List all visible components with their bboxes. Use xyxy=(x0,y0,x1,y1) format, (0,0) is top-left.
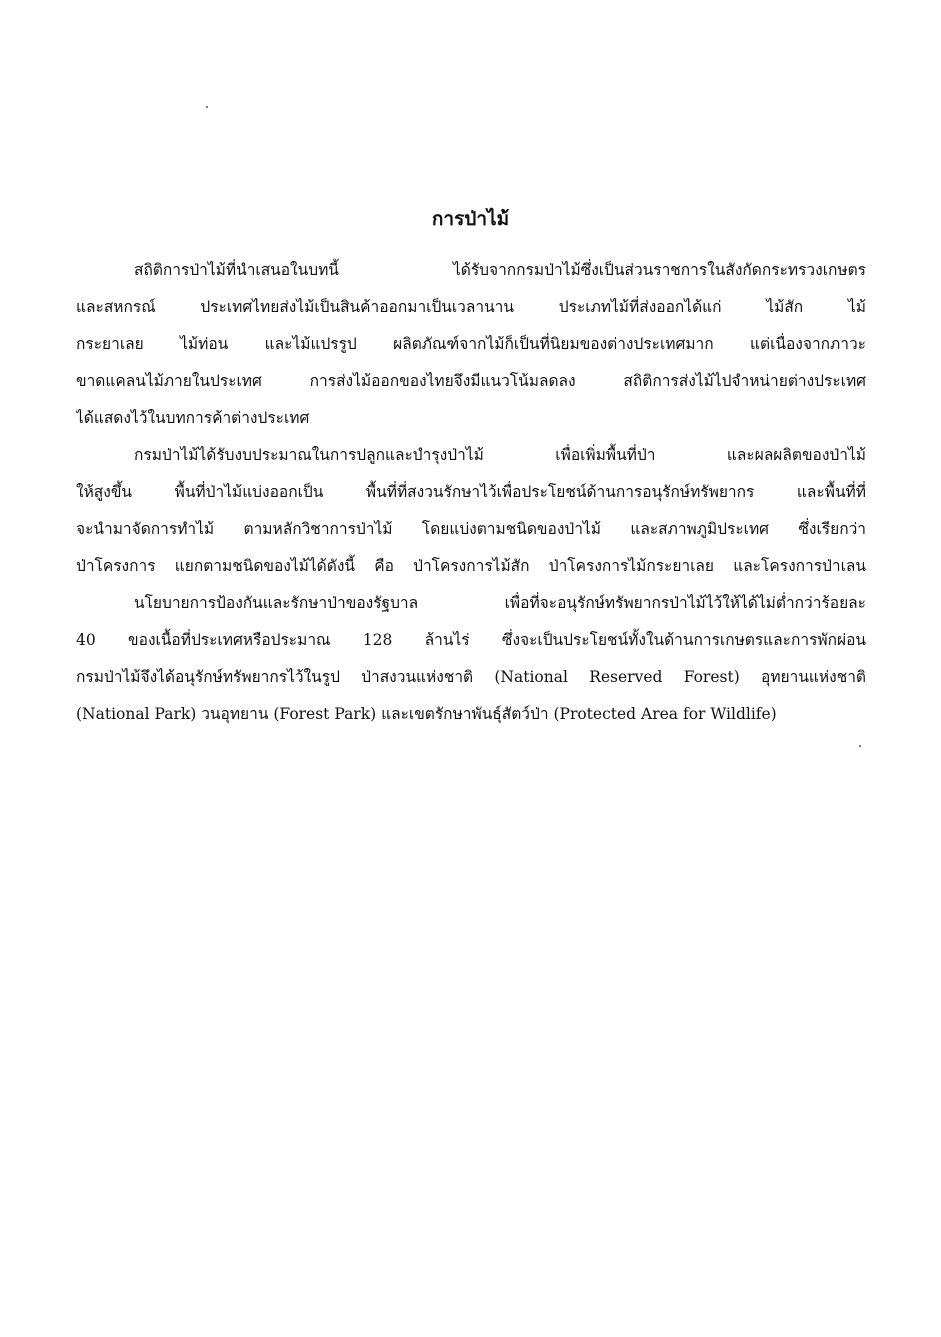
scan-speck xyxy=(206,106,208,108)
page-title: การป่าไม้ xyxy=(431,208,510,230)
scan-speck xyxy=(859,745,861,747)
paragraph-3-line-3: กรมป่าไม้จึงได้อนุรักษ์ทรัพยากรไว้ในรูป ป่าสงวนแห่งชาติ (National Reserved Forest) อุทยานแห่งชาติ xyxy=(76,668,866,686)
paragraph-2-line-3: จะนำมาจัดการทำไม้ ตามหลักวิชาการป่าไม้ โดยแบ่งตามชนิดของป่าไม้ และสภาพภูมิประเทศ ซึ่งเรียกว่า xyxy=(76,520,866,538)
paragraph-3-line-1: นโยบายการป้องกันและรักษาป่าของรัฐบาล เพื่อที่จะอนุรักษ์ทรัพยากรป่าไม้ไว้ให้ได้ไม่ต่ำกว่าร้อยละ xyxy=(134,594,866,612)
paragraph-2-line-2: ให้สูงขึ้น พื้นที่ป่าไม้แบ่งออกเป็น พื้นที่ที่สงวนรักษาไว้เพื่อประโยชน์ด้านการอนุรักษ์ทรัพยากร และพื้นที่ที่ xyxy=(76,483,866,501)
paragraph-1-line-3: กระยาเลย ไม้ท่อน และไม้แปรรูป ผลิตภัณฑ์จากไม้ก็เป็นที่นิยมของต่างประเทศมาก แต่เนื่องจากภาวะ xyxy=(76,335,866,353)
paragraph-1-line-2: และสหกรณ์ ประเทศไทยส่งไม้เป็นสินค้าออกมาเป็นเวลานาน ประเภทไม้ที่ส่งออกได้แก่ ไม้สัก ไม้ xyxy=(76,298,866,316)
paragraph-1-line-5: ได้แสดงไว้ในบทการค้าต่างประเทศ xyxy=(76,409,310,427)
paragraph-1-line-1: สถิติการป่าไม้ที่นำเสนอในบทนี้ ได้รับจากกรมป่าไม้ซึ่งเป็นส่วนราชการในสังกัดกระทรวงเกษตร xyxy=(134,261,866,279)
paragraph-1-line-4: ขาดแคลนไม้ภายในประเทศ การส่งไม้ออกของไทยจึงมีแนวโน้มลดลง สถิติการส่งไม้ไปจำหน่ายต่างประเทศ xyxy=(76,372,866,390)
paragraph-2-line-1: กรมป่าไม้ได้รับงบประมาณในการปลูกและบำรุงป่าไม้ เพื่อเพิ่มพื้นที่ป่า และผลผลิตของป่าไม้ xyxy=(134,446,866,464)
paragraph-3-line-2: 40 ของเนื้อที่ประเทศหรือประมาณ 128 ล้านไร่ ซึ่งจะเป็นประโยชน์ทั้งในด้านการเกษตรและการพักผ่อน xyxy=(76,631,866,649)
paragraph-2-line-4: ป่าโครงการ แยกตามชนิดของไม้ได้ดังนี้ คือ ป่าโครงการไม้สัก ป่าโครงการไม้กระยาเลย และโครงการป่าเลน xyxy=(76,557,866,575)
body-text xyxy=(76,252,866,733)
paragraph-3-line-4: (National Park) วนอุทยาน (Forest Park) และเขตรักษาพันธุ์สัตว์ป่า (Protected Area for Wildlife) xyxy=(76,705,777,723)
